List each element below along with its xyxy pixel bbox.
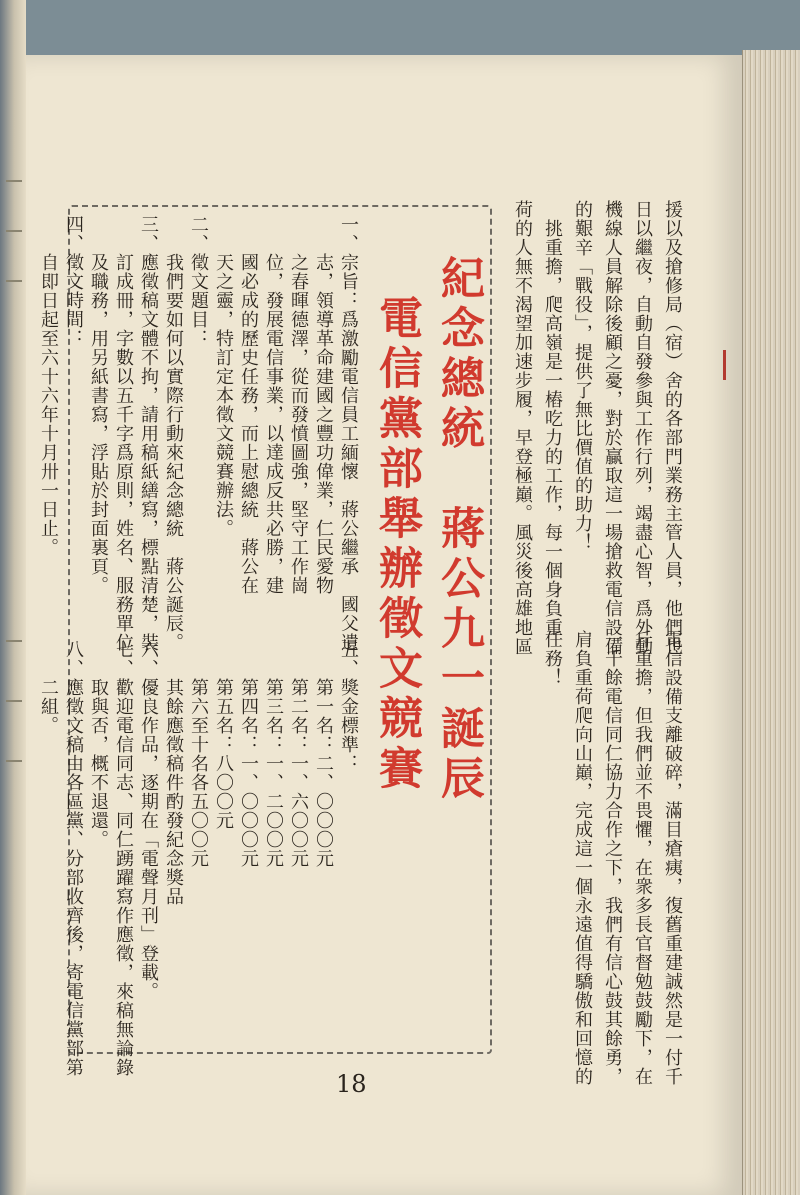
- box-top-col-6: 天之靈，特訂定本徵文競賽辦法。: [213, 215, 234, 538]
- article-top-col-2: 日以繼夜，自動自發參與工作行列，竭盡心智，爲外動: [632, 200, 653, 656]
- box-top-col-7: 二、徵文題目：: [188, 215, 209, 348]
- article-top-col-6: 荷的人無不渴望加速步履，早登極巔。風災後高雄地區: [512, 200, 533, 656]
- box-top-col-13: 自即日起至六十六年十月卅一日止。: [38, 215, 59, 557]
- box-top-col-3: 之春暉德澤，從而發憤圖強，堅守工作崗: [288, 215, 309, 595]
- box-top-col-4: 位，發展電信事業，以達成反共必勝，建: [263, 215, 284, 595]
- box-bottom-col-11: 取與否，概不退還。: [88, 640, 109, 849]
- article-top-col-1: 援以及搶修局（宿）舍的各部門業務主管人員，他們也: [662, 200, 683, 656]
- article-top-col-3: 機線人員解除後顧之憂，對於贏取這一場搶救電信設備: [602, 200, 623, 656]
- box-top-col-10: 訂成冊，字數以五千字爲原則，姓名、服務單位: [113, 215, 134, 652]
- article-top-col-4: 的艱辛「戰役」，提供了無比價值的助力！: [572, 200, 593, 552]
- box-top-col-1: 一、宗旨：爲激勵電信員工緬懷 蔣公繼承 國父遺: [338, 215, 359, 652]
- box-top-col-9: 三、應徵稿文體不拘，請用稿紙繕寫，標點清楚，裝: [138, 215, 159, 652]
- article-bottom-col-2: 斤重擔，但我們並不畏懼，在衆多長官督勉鼓勵下，在: [632, 630, 653, 1086]
- article-bottom-col-1: 電信設備支離破碎，滿目瘡痍，復舊重建誠然是一付千: [662, 630, 683, 1086]
- article-top-col-5: 挑重擔，爬高嶺是一樁吃力的工作，每一個身負重: [542, 200, 563, 637]
- box-bottom-col-9: 六、優良作品，逐期在「電聲月刊」登載。: [138, 640, 159, 1001]
- box-bottom-col-4: 第三名：一、二〇〇元: [263, 640, 284, 868]
- announcement-title-line-1: 紀念總統 蔣公九一誕辰: [433, 255, 484, 805]
- box-bottom-col-3: 第二名：一、六〇〇元: [288, 640, 309, 868]
- red-margin-mark: [723, 350, 726, 380]
- box-bottom-col-2: 第一名：二、〇〇〇元: [313, 640, 334, 868]
- box-top-col-5: 國必成的歷史任務，而上慰總統 蔣公在: [238, 215, 259, 595]
- box-bottom-col-1: 五、獎金標準：: [338, 640, 359, 773]
- box-bottom-col-12: 八、應徵文稿由各區黨、分部收齊後，寄電信黨部第: [63, 640, 84, 1077]
- box-bottom-col-13: 二組。: [38, 640, 59, 735]
- article-bottom-col-4: 肩負重荷爬向山巔，完成這一個永遠值得驕傲和回憶的: [572, 630, 593, 1086]
- article-bottom-col-3: 一千餘電信同仁協力合作之下，我們有信心鼓其餘勇，: [602, 630, 623, 1086]
- page-number: 18: [336, 1070, 367, 1098]
- box-top-col-8: 我們要如何以實際行動來紀念總統 蔣公誕辰。: [163, 215, 184, 652]
- left-page-edge: [0, 0, 26, 1195]
- box-top-col-12: 四、徵文時間：: [63, 215, 84, 348]
- box-bottom-col-10: 七、歡迎電信同志、同仁踴躍寫作應徵，來稿無論錄: [113, 640, 134, 1077]
- article-bottom-col-5: 任務！: [542, 630, 563, 687]
- box-top-col-2: 志，領導革命建國之豐功偉業，仁民愛物: [313, 215, 334, 595]
- announcement-title-line-2: 電信黨部舉辦徵文競賽: [371, 295, 422, 795]
- box-bottom-col-8: 其餘應徵稿件酌發紀念獎品: [163, 640, 184, 906]
- box-bottom-col-6: 第五名：八〇〇元: [213, 640, 234, 830]
- stacked-page-edges: [742, 50, 800, 1195]
- box-top-col-11: 及職務，用另紙書寫，浮貼於封面裏頁。: [88, 215, 109, 595]
- box-bottom-col-7: 第六至十名各五〇〇元: [188, 640, 209, 868]
- box-bottom-col-5: 第四名：一、〇〇〇元: [238, 640, 259, 868]
